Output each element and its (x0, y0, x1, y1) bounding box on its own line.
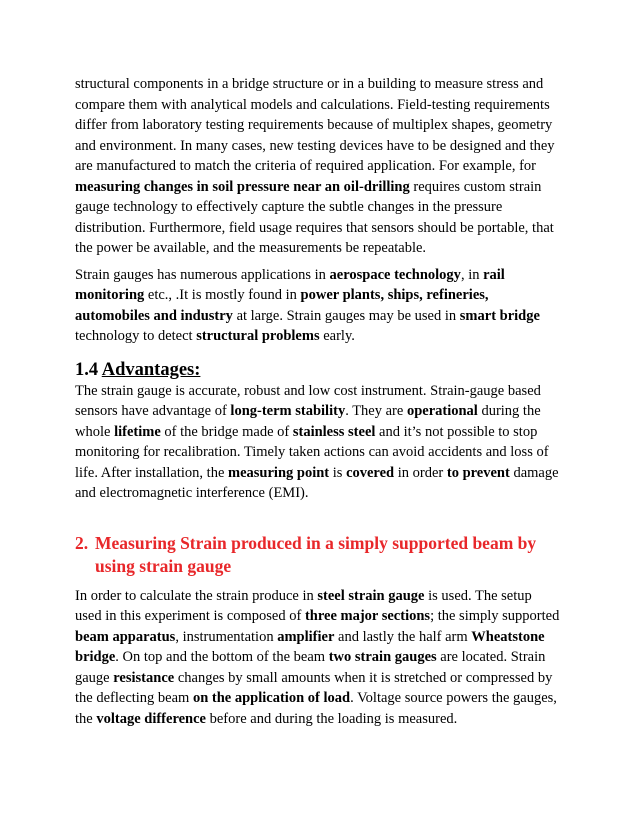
text-run: before and during the loading is measured. (206, 710, 458, 727)
section-heading-measuring-strain (75, 532, 560, 578)
text-run: , instrumentation (175, 628, 278, 645)
bold-run: resistance (113, 669, 175, 686)
text-run: of the bridge made of (160, 423, 293, 440)
bold-run: aerospace technology (329, 266, 461, 283)
text-run: in order (394, 464, 447, 481)
section-title: Measuring Strain produced in a simply supported beam by using strain gauge (95, 532, 537, 576)
text-run: during the whole (75, 403, 541, 440)
bold-run: covered (346, 464, 395, 481)
text-run: , in (460, 266, 484, 283)
text-run: requires custom strain gauge technology to effectively capture the subtle changes in the pressure distribution. Furthermore, field usage requires that sensors should be portable, that the power be available, and the measurements be repeatable. (75, 178, 554, 256)
bold-run: beam apparatus (75, 628, 176, 645)
bold-run: measuring point (228, 464, 330, 481)
text-run: The strain gauge is accurate, robust and low cost instrument. Strain-gauge based sensors have advantage of (75, 382, 541, 419)
section-title: Advantages: (101, 359, 201, 380)
section-number: 1.4 (75, 359, 102, 380)
bold-run: stainless steel (292, 423, 376, 440)
bold-run: amplifier (277, 628, 335, 645)
paragraph-field-testing (75, 74, 560, 259)
bold-run: three major sections (304, 608, 431, 624)
text-run: . Voltage source powers the gauges, the (75, 690, 557, 727)
bold-run: lifetime (114, 423, 161, 440)
bold-run: operational (406, 403, 478, 419)
text-run: etc., .It is mostly found in (144, 287, 301, 303)
bold-run: on the application of load (192, 690, 351, 706)
text-run: and lastly the half arm (334, 628, 472, 645)
text-run: technology to detect (75, 328, 197, 344)
text-run: and it’s not possible to stop monitoring for recalibration. Timely taken actions can avoid accidents and loss of life. After installation, the (75, 423, 549, 481)
paragraph-applications (75, 265, 560, 347)
paragraph-setup (75, 586, 560, 730)
text-run: is used. The setup used in this experiment is composed of (75, 587, 532, 624)
bold-run: rail monitoring (75, 266, 505, 303)
bold-run: structural problems (196, 328, 320, 344)
text-run: ; the simply supported (430, 608, 560, 624)
text-run: are located. Strain gauge (75, 649, 546, 686)
bold-run: measuring changes in soil pressure near an oil-drilling (75, 178, 410, 195)
section-number: 2. (75, 532, 89, 553)
text-run: Strain gauges has numerous applications in (75, 266, 330, 283)
bold-run: long-term stability (230, 403, 346, 419)
text-run: structural components in a bridge structure or in a building to measure stress and compare them with analytical models and calculations. Field-testing requirements differ from laboratory testing requirements because of multiplex shapes, geometry and environment. In many cases, new testing devices have to be designed and they are manufactured to match the criteria of required application. For example, for (75, 76, 555, 174)
text-run: damage and electromagnetic interference (EMI). (75, 464, 559, 501)
bold-run: two strain gauges (328, 649, 437, 665)
bold-run: steel strain gauge (317, 587, 425, 604)
bold-run: smart bridge (459, 307, 540, 324)
bold-run: voltage difference (96, 710, 206, 727)
text-run: is (329, 464, 347, 481)
bold-run: power plants, ships, refineries, automobiles and industry (75, 287, 489, 324)
text-run: early. (319, 328, 355, 344)
text-run: In order to calculate the strain produce in (75, 587, 318, 604)
paragraph-advantages (75, 381, 560, 504)
section-heading-advantages (75, 359, 560, 381)
text-run: . They are (345, 403, 407, 419)
text-run: changes by small amounts when it is stretched or compressed by the deflecting beam (75, 669, 553, 706)
text-run: at large. Strain gauges may be used in (232, 307, 460, 324)
text-run: . On top and the bottom of the beam (115, 649, 329, 665)
bold-run: to prevent (446, 464, 510, 481)
bold-run: Wheatstone bridge (75, 628, 545, 665)
